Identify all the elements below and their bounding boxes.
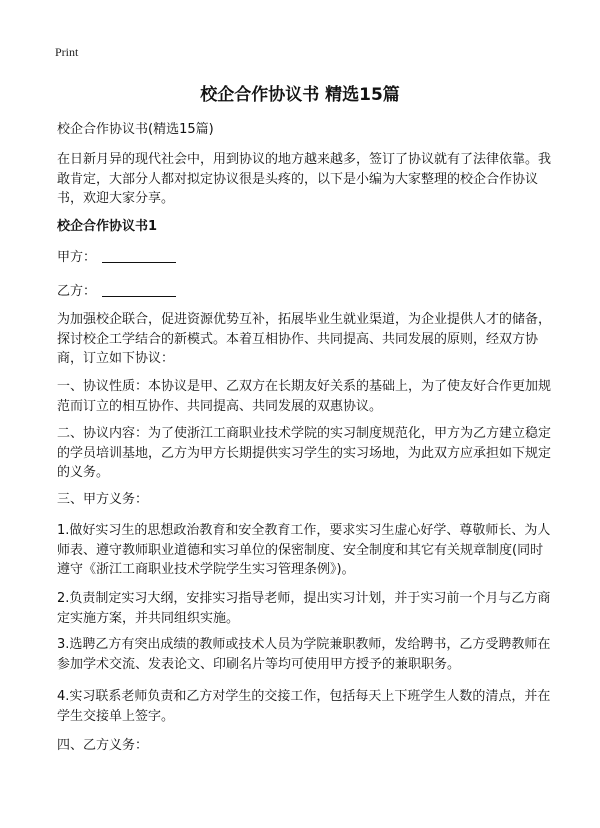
print-link[interactable]: Print bbox=[55, 45, 79, 59]
document-title: 校企合作协议书 精选15篇 bbox=[200, 85, 400, 105]
document-subtitle: 校企合作协议书(精选15篇) bbox=[57, 122, 214, 137]
party-a-duties-heading: 三、甲方义务： bbox=[57, 492, 149, 507]
duty-item-2: 2.负责制定实习大纲，安排实习指导老师，提出实习计划，并于实习前一个月与乙方商定实施方案，并共同组织实施。 bbox=[57, 591, 551, 626]
content-paragraph: 二、协议内容：为了使浙江工商职业技术学院的实习制度规范化，甲方为乙方建立稳定的学员培训基地，乙方为甲方长期提供实习学生的实习场地，为此双方应承担如下规定的义务。 bbox=[57, 426, 552, 480]
party-a-blank bbox=[102, 249, 176, 263]
duty-item-3: 3.选聘乙方有突出成绩的教师或技术人员为学院兼职教师，发给聘书，乙方受聘教师在参加学术交流、发表论文、印刷名片等均可使用甲方授予的兼职职务。 bbox=[57, 637, 551, 672]
section-heading: 校企合作协议书1 bbox=[57, 219, 158, 234]
intro-paragraph: 在日新月异的现代社会中，用到协议的地方越来越多，签订了协议就有了法律依靠。我敢肯定，大部分人都对拟定协议很是头疼的，以下是小编为大家整理的校企合作协议书，欢迎大家分享。 bbox=[57, 152, 552, 206]
purpose-paragraph: 为加强校企联合，促进资源优势互补，拓展毕业生就业渠道，为企业提供人才的储备，探讨校企工学结合的新模式。本着互相协作、共同提高、共同发展的原则，经双方协商，订立如下协议： bbox=[57, 312, 552, 366]
party-b-duties-heading: 四、乙方义务： bbox=[57, 738, 149, 753]
party-a-label: 甲方： bbox=[57, 250, 97, 265]
nature-paragraph: 一、协议性质：本协议是甲、乙双方在长期友好关系的基础上，为了使友好合作更加规范而订立的相互协作、共同提高、共同发展的双惠协议。 bbox=[57, 379, 552, 414]
duty-item-4: 4.实习联系老师负责和乙方对学生的交接工作，包括每天上下班学生人数的清点，并在学生交接单上签字。 bbox=[57, 689, 551, 724]
party-b-label: 乙方： bbox=[57, 284, 97, 299]
party-b-line bbox=[57, 282, 552, 302]
duty-item-1: 1.做好实习生的思想政治教育和安全教育工作，要求实习生虚心好学、尊敬师长、为人师表、遵守教师职业道德和实习单位的保密制度、安全制度和其它有关规章制度(同时遵守《浙江工商职业技术学院学生实习管理条例》)。 bbox=[57, 523, 551, 577]
party-b-blank bbox=[102, 283, 176, 297]
party-a-line bbox=[57, 248, 552, 268]
